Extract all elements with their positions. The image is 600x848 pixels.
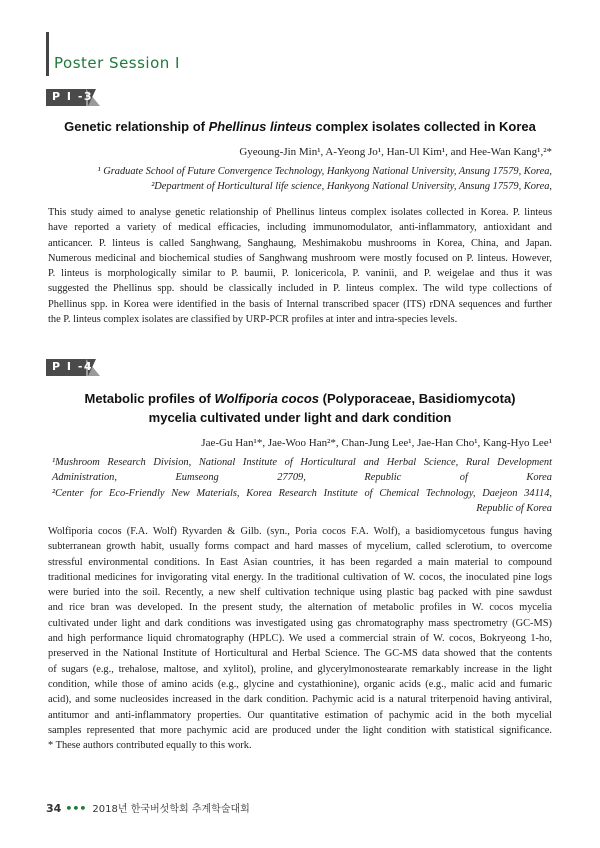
affiliation-line: Republic of Korea — [476, 503, 552, 515]
affiliation-line: ¹Mushroom Research Division, National Institute of Horticultural and Herbal Science, Rural Development — [52, 457, 552, 468]
abstract-pi4 — [48, 524, 552, 753]
affiliation-line: Administration, Eumseong 27709, Republic of Korea — [52, 472, 552, 484]
abstract-line: This study aimed to analyse genetic relationship of Phellinus linteus complex isolates collected in Korea. P. linteus — [48, 207, 552, 218]
abstract-line: P. linteus is morphologically similar to P. baumii, P. lonicericola, P. vaninii, and P. weigelae and thus it was — [48, 268, 552, 280]
abstract-line: were buried into the soil. Recently, a new shelf cultivation technique using plastic bag packed with pine sawdust — [48, 587, 552, 599]
page-number: 34 — [46, 802, 62, 815]
affiliations-pi4 — [52, 455, 552, 517]
poster-badge-label: P I -4 — [52, 360, 94, 373]
poster-badge-pi3 — [46, 89, 106, 106]
abstract-line: the P. linteus complex isolates are classified by URP-PCR profiles at inter and intra-species levels. — [48, 314, 458, 326]
affiliations-pi3: ¹ Graduate School of Future Convergence Technology, Hankyong National University, Ansung 17579, Korea, ²Department of Horticultural life science, Hankyong National University, Ansung 17579, Korea, — [97, 166, 552, 193]
abstract-line: condition, while those of amino acids (e.g., glycine and cystathionine), organic acids (e.g., malic acid and fumaric — [48, 678, 552, 690]
abstract-line: Numerous medicinal and biochemical studies of Sanghwang mushroom were mostly focused on P. linteus. However, — [48, 252, 552, 264]
abstract-line: Wolfiporia cocos (F.A. Wolf) Ryvarden & Gilb. (syn., Poria cocos F.A. Wolf), a basidiomycetous fungus having — [48, 526, 552, 537]
session-divider — [46, 32, 49, 76]
conference-name: 2018년 한국버섯학회 추계학술대회 — [92, 804, 250, 815]
abstract-line: have reported a variety of medical efficacies, including immunomodulator, anti-inflammatory, antioxidant and — [48, 222, 552, 234]
abstract-line: stressful environmental conditions. In East Asian countries, it has been regarded a main material to compound — [48, 556, 552, 568]
footer-dots: ••• — [65, 802, 87, 815]
abstract-line: suggested the Phellinus spp. should be classically included in P. linteus complex. The wild type collections of — [48, 283, 552, 295]
abstract-line: antitumor and anti-inflammatory properties. Our quantitative estimation of pachymic acid in the both mycelial — [48, 709, 552, 721]
abstract-line: Phellinus spp. in Korea were identified in the basis of Internal transcribed spacer (ITS) rDNA sequences and further — [48, 298, 552, 310]
poster-title-pi4: Metabolic profiles of Wolfiporia cocos (Polyporaceae, Basidiomycota) mycelia cultivated under light and dark condition — [84, 391, 516, 425]
abstract-line: and rice bran was developed. In the present study, the alternation of metabolic profiles in W. cocos mycelia — [48, 602, 552, 614]
abstract-line: and high performance liquid chromatography (HPLC). We used a commercial strain of W. cocos, Bokryeong 1-ho, — [48, 633, 552, 645]
poster-badge-pi4 — [46, 359, 106, 376]
session-title: Poster Session I — [54, 54, 180, 72]
abstract-line: cultivated under light and dark conditions was investigated using gas chromatography mass spectrometry (GC-MS) — [48, 617, 552, 629]
affiliation-line: ²Center for Eco-Friendly New Materials, Korea Research Institute of Chemical Technology, Daejeon 34114, — [52, 487, 552, 499]
authors-pi3: Gyeoung-Jin Min¹, A-Yeong Jo¹, Han-Ul Kim¹, and Hee-Wan Kang¹,²* — [239, 146, 552, 158]
abstract-line: preserved in the National Institute of Horticultural and Herbal Science. The GC-MS data showed that the contents — [48, 648, 552, 660]
abstract-line: subterranean growth habit, usually forms compact and hard masses of mycelium, called sclerotium, to overcome — [48, 541, 552, 553]
abstract-line: anticancer. P. linteus is called Sanghwang, Sanghaung, Meshimakobu mushrooms in Korea, China, and Japan. — [48, 237, 552, 249]
abstract-pi3 — [48, 205, 552, 327]
abstract-line: acid), and some nucleosides increased in the dark condition. Pachymic acid is a natural triterpenoid having antiviral, — [48, 694, 552, 706]
abstract-line: * These authors contributed equally to this work. — [48, 740, 252, 752]
authors-pi4: Jae-Gu Han¹*, Jae-Woo Han²*, Chan-Jung Lee¹, Jae-Han Cho¹, Kang-Hyo Lee¹ — [201, 437, 552, 449]
abstract-line: traditional medicines for invigorating vital energy. In the traditional cultivation of W. cocos, the inoculated pine logs — [48, 571, 552, 583]
abstract-line: of sugars (e.g., trehalose, maltose, and xylitol), proline, and glycerylmonostearate remarkably increase in the light — [48, 663, 552, 675]
abstract-line: samples represented that more pachymic acid are produced under the light condition with statistical significance. — [48, 724, 552, 736]
poster-badge-label: P I -3 — [52, 90, 94, 103]
page-footer — [46, 800, 250, 815]
poster-title-pi3: Genetic relationship of Phellinus linteus complex isolates collected in Korea — [64, 119, 536, 134]
